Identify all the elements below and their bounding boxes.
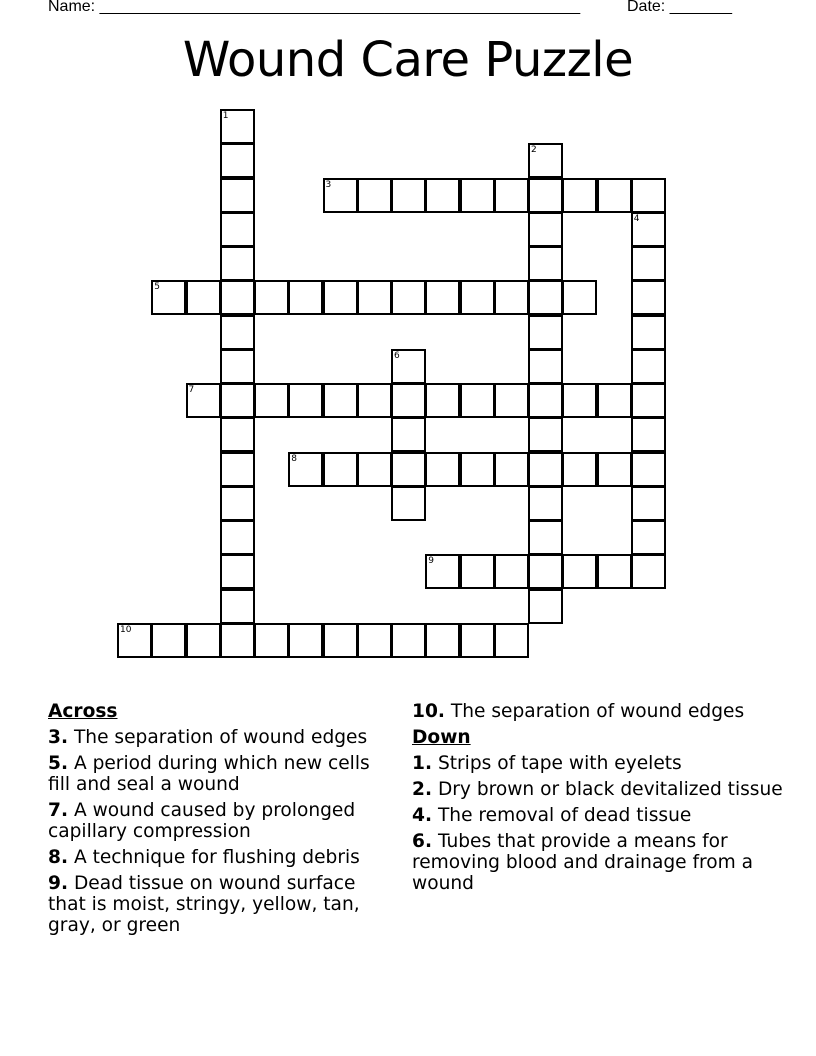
grid-cell[interactable] (528, 383, 563, 418)
grid-cell[interactable] (391, 486, 426, 521)
grid-cell[interactable] (425, 280, 460, 315)
grid-cell[interactable] (631, 520, 666, 555)
clue-number: 7. (48, 800, 69, 821)
cell-number: 8 (291, 453, 297, 464)
grid-cell[interactable] (528, 417, 563, 452)
grid-cell[interactable] (391, 383, 426, 418)
grid-cell[interactable] (391, 280, 426, 315)
grid-cell[interactable] (631, 280, 666, 315)
clues-left-column (48, 701, 393, 941)
grid-cell[interactable] (597, 452, 632, 487)
grid-cell[interactable] (460, 452, 495, 487)
grid-cell[interactable] (528, 554, 563, 589)
date-field: Date: _______ (627, 0, 732, 15)
grid-cell[interactable] (186, 280, 221, 315)
clue-down-1 (412, 753, 792, 774)
grid-cell[interactable] (288, 623, 323, 658)
clue-text: The removal of dead tissue (437, 805, 692, 826)
clue-number: 8. (48, 847, 69, 868)
grid-cell[interactable] (597, 554, 632, 589)
cell-number: 9 (428, 556, 434, 567)
grid-cell[interactable] (288, 383, 323, 418)
grid-cell[interactable] (597, 178, 632, 213)
grid-cell[interactable] (357, 178, 392, 213)
cell-number: 10 (120, 624, 132, 635)
grid-cell[interactable] (220, 623, 255, 658)
cell-number: 6 (394, 350, 400, 361)
grid-cell[interactable] (631, 246, 666, 281)
clues-right-column (412, 701, 792, 899)
clue-number: 10. (412, 701, 445, 722)
clue-number: 4. (412, 805, 433, 826)
clue-text: Dry brown or black devitalized tissue (437, 779, 783, 800)
clue-text: A technique for flushing debris (73, 847, 360, 868)
grid-cell[interactable] (631, 315, 666, 350)
grid-cell[interactable] (220, 520, 255, 555)
grid-cell[interactable] (528, 143, 563, 178)
grid-cell[interactable] (631, 554, 666, 589)
grid-cell[interactable] (186, 623, 221, 658)
clue-text: The separation of wound edges (450, 701, 745, 722)
grid-cell[interactable] (631, 383, 666, 418)
grid-cell[interactable] (186, 383, 221, 418)
grid-cell[interactable] (528, 349, 563, 384)
grid-cell[interactable] (528, 178, 563, 213)
clue-across-9 (48, 873, 393, 936)
grid-cell[interactable] (425, 452, 460, 487)
grid-cell[interactable] (151, 623, 186, 658)
grid-cell[interactable] (220, 143, 255, 178)
grid-cell[interactable] (494, 178, 529, 213)
grid-cell[interactable] (220, 178, 255, 213)
clue-across-5 (48, 753, 393, 795)
grid-cell[interactable] (220, 280, 255, 315)
grid-cell[interactable] (562, 554, 597, 589)
clue-text: Tubes that provide a means for removing blood and drainage from a wound (412, 831, 754, 894)
cell-number: 1 (222, 111, 229, 121)
grid-cell[interactable] (562, 383, 597, 418)
clue-number: 9. (48, 873, 69, 894)
grid-cell[interactable] (631, 452, 666, 487)
grid-cell[interactable] (528, 486, 563, 521)
grid-cell[interactable] (460, 623, 495, 658)
grid-cell[interactable] (391, 417, 426, 452)
grid-cell[interactable] (323, 178, 358, 213)
grid-cell[interactable] (631, 212, 666, 247)
grid-cell[interactable] (460, 178, 495, 213)
clue-text: A wound caused by prolonged capillary compression (48, 800, 356, 842)
down-heading: Down (412, 727, 471, 748)
grid-cell[interactable] (631, 178, 666, 213)
cell-number: 5 (154, 282, 160, 293)
grid-cell[interactable] (494, 280, 529, 315)
clue-down-2 (412, 779, 792, 800)
grid-cell[interactable] (288, 280, 323, 315)
grid-cell[interactable] (357, 452, 392, 487)
clue-across-7 (48, 800, 393, 842)
clue-number: 1. (412, 753, 433, 774)
grid-cell[interactable] (357, 623, 392, 658)
clue-across-8 (48, 847, 393, 868)
grid-cell[interactable] (528, 280, 563, 315)
grid-cell[interactable] (562, 280, 597, 315)
grid-cell[interactable] (562, 452, 597, 487)
grid-cell[interactable] (597, 383, 632, 418)
grid-cell[interactable] (631, 349, 666, 384)
grid-cell[interactable] (460, 554, 495, 589)
grid-cell[interactable] (425, 623, 460, 658)
grid-cell[interactable] (391, 623, 426, 658)
grid-cell[interactable] (220, 212, 255, 247)
grid-cell[interactable] (631, 417, 666, 452)
clue-number: 5. (48, 753, 69, 774)
grid-cell[interactable] (220, 452, 255, 487)
grid-cell[interactable] (220, 246, 255, 281)
grid-cell[interactable] (391, 178, 426, 213)
grid-cell[interactable] (494, 383, 529, 418)
grid-cell[interactable] (323, 623, 358, 658)
grid-cell[interactable] (528, 246, 563, 281)
cell-number: 7 (188, 385, 195, 395)
grid-cell[interactable] (323, 280, 358, 315)
grid-cell[interactable] (357, 280, 392, 315)
puzzle-title: Wound Care Puzzle (182, 32, 634, 88)
grid-cell[interactable] (151, 280, 186, 315)
grid-cell[interactable] (460, 383, 495, 418)
grid-cell[interactable] (220, 349, 255, 384)
grid-cell[interactable] (460, 280, 495, 315)
grid-cell[interactable] (220, 383, 255, 418)
grid-cell[interactable] (494, 554, 529, 589)
grid-cell[interactable] (220, 589, 255, 624)
grid-cell[interactable] (220, 554, 255, 589)
grid-cell[interactable] (528, 520, 563, 555)
clue-down-6 (412, 831, 792, 894)
grid-cell[interactable] (357, 383, 392, 418)
grid-cell[interactable] (220, 315, 255, 350)
clue-number: 2. (412, 779, 433, 800)
clue-text: Strips of tape with eyelets (437, 753, 682, 774)
grid-cell[interactable] (631, 486, 666, 521)
cell-number: 3 (325, 179, 332, 190)
clue-number: 3. (48, 727, 69, 748)
clue-across-10 (412, 701, 792, 722)
grid-cell[interactable] (528, 589, 563, 624)
grid-cell[interactable] (254, 280, 289, 315)
cell-number: 4 (633, 213, 640, 224)
grid-cell[interactable] (528, 315, 563, 350)
grid-cell[interactable] (288, 452, 323, 487)
grid-cell[interactable] (528, 452, 563, 487)
clue-down-4 (412, 805, 792, 826)
grid-cell[interactable] (425, 383, 460, 418)
grid-cell[interactable] (425, 178, 460, 213)
grid-cell[interactable] (117, 623, 152, 658)
across-heading: Across (48, 701, 118, 722)
grid-cell[interactable] (220, 109, 255, 144)
cell-number: 2 (531, 145, 537, 156)
grid-cell[interactable] (494, 452, 529, 487)
grid-cell[interactable] (528, 212, 563, 247)
grid-cell[interactable] (254, 383, 289, 418)
clue-number: 6. (412, 831, 433, 852)
clue-text: Dead tissue on wound surface that is moist, stringy, yellow, tan, gray, or green (48, 873, 360, 936)
clue-text: A period during which new cells fill and seal a wound (48, 753, 370, 795)
grid-cell[interactable] (254, 623, 289, 658)
grid-cell[interactable] (391, 349, 426, 384)
grid-cell[interactable] (323, 383, 358, 418)
grid-cell[interactable] (220, 486, 255, 521)
clue-across-3 (48, 727, 393, 748)
grid-cell[interactable] (494, 623, 529, 658)
grid-cell[interactable] (425, 554, 460, 589)
name-field: Name: ______________________________________________________ (48, 0, 581, 15)
grid-cell[interactable] (562, 178, 597, 213)
grid-cell[interactable] (323, 452, 358, 487)
clue-text: The separation of wound edges (73, 727, 368, 748)
grid-cell[interactable] (391, 452, 426, 487)
grid-cell[interactable] (220, 417, 255, 452)
